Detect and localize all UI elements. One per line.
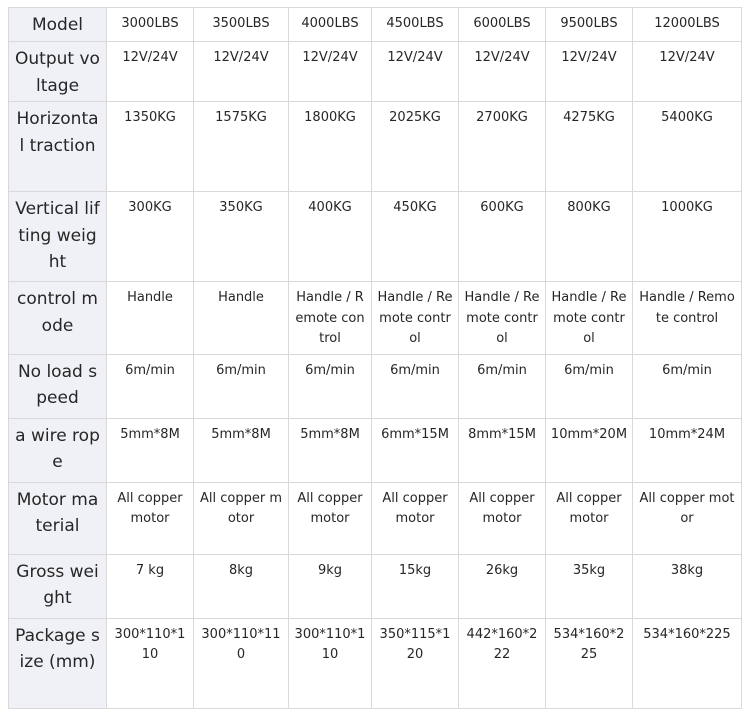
table-row [9, 554, 742, 618]
table-cell: 1575KG [194, 102, 289, 192]
table-cell: Handle / Remote control [633, 282, 742, 355]
table-cell: Handle / Remote control [289, 282, 372, 355]
table-row [9, 418, 742, 482]
row-header: Horizontal traction [9, 102, 107, 192]
table-cell: 2025KG [372, 102, 459, 192]
row-header: control mode [9, 282, 107, 355]
table-cell: 9500LBS [546, 8, 633, 42]
row-header: Output voltage [9, 42, 107, 102]
table-cell: 35kg [546, 554, 633, 618]
table-cell: 1800KG [289, 102, 372, 192]
table-row [9, 102, 742, 192]
table-cell: 3000LBS [107, 8, 194, 42]
table-cell: 12V/24V [546, 42, 633, 102]
table-cell: 300*110*110 [289, 618, 372, 708]
table-cell: 15kg [372, 554, 459, 618]
table-cell: 1350KG [107, 102, 194, 192]
row-header: Gross weight [9, 554, 107, 618]
table-cell: 4000LBS [289, 8, 372, 42]
table-cell: 350*115*120 [372, 618, 459, 708]
row-header: No load speed [9, 354, 107, 418]
table-row [9, 192, 742, 282]
table-row [9, 482, 742, 554]
table-cell: All copper motor [546, 482, 633, 554]
table-cell: 10mm*20M [546, 418, 633, 482]
table-cell: 12V/24V [633, 42, 742, 102]
table-cell: 10mm*24M [633, 418, 742, 482]
table-cell: 2700KG [459, 102, 546, 192]
table-cell: All copper motor [289, 482, 372, 554]
table-cell: 5mm*8M [289, 418, 372, 482]
table-cell: 12000LBS [633, 8, 742, 42]
table-cell: All copper motor [107, 482, 194, 554]
table-cell: 300*110*110 [194, 618, 289, 708]
table-row [9, 618, 742, 708]
table-cell: 12V/24V [372, 42, 459, 102]
table-row [9, 354, 742, 418]
table-cell: 6m/min [546, 354, 633, 418]
table-cell: 3500LBS [194, 8, 289, 42]
table-cell: 300KG [107, 192, 194, 282]
table-cell: 4275KG [546, 102, 633, 192]
table-cell: 9kg [289, 554, 372, 618]
table-cell: 400KG [289, 192, 372, 282]
table-cell: 1000KG [633, 192, 742, 282]
table-cell: 6000LBS [459, 8, 546, 42]
table-cell: 6m/min [107, 354, 194, 418]
table-cell: 534*160*225 [546, 618, 633, 708]
spec-table-body [9, 8, 742, 709]
table-cell: 350KG [194, 192, 289, 282]
table-row [9, 282, 742, 355]
table-cell: Handle [107, 282, 194, 355]
table-cell: 6m/min [194, 354, 289, 418]
table-cell: All copper motor [459, 482, 546, 554]
table-cell: 38kg [633, 554, 742, 618]
table-cell: 534*160*225 [633, 618, 742, 708]
table-cell: 6m/min [459, 354, 546, 418]
table-cell: 12V/24V [107, 42, 194, 102]
table-cell: 4500LBS [372, 8, 459, 42]
table-row [9, 8, 742, 42]
table-cell: 450KG [372, 192, 459, 282]
table-cell: 6m/min [633, 354, 742, 418]
row-header: Vertical lifting weight [9, 192, 107, 282]
table-cell: Handle [194, 282, 289, 355]
table-cell: 8mm*15M [459, 418, 546, 482]
table-cell: 6m/min [289, 354, 372, 418]
table-cell: 300*110*110 [107, 618, 194, 708]
row-header: a wire rope [9, 418, 107, 482]
table-cell: Handle / Remote control [459, 282, 546, 355]
table-cell: 12V/24V [194, 42, 289, 102]
table-cell: 6m/min [372, 354, 459, 418]
table-cell: 600KG [459, 192, 546, 282]
table-cell: 7 kg [107, 554, 194, 618]
row-header: Motor material [9, 482, 107, 554]
table-cell: All copper motor [372, 482, 459, 554]
table-cell: 6mm*15M [372, 418, 459, 482]
table-cell: 12V/24V [459, 42, 546, 102]
table-cell: 5mm*8M [107, 418, 194, 482]
table-cell: 5mm*8M [194, 418, 289, 482]
table-cell: 8kg [194, 554, 289, 618]
row-header: Model [9, 8, 107, 42]
table-cell: 800KG [546, 192, 633, 282]
table-cell: Handle / Remote control [546, 282, 633, 355]
table-cell: All copper motor [194, 482, 289, 554]
table-cell: 26kg [459, 554, 546, 618]
row-header: Package size (mm) [9, 618, 107, 708]
spec-table [8, 7, 742, 709]
table-row [9, 42, 742, 102]
table-cell: All copper motor [633, 482, 742, 554]
table-cell: 442*160*222 [459, 618, 546, 708]
table-cell: Handle / Remote control [372, 282, 459, 355]
table-cell: 12V/24V [289, 42, 372, 102]
table-cell: 5400KG [633, 102, 742, 192]
